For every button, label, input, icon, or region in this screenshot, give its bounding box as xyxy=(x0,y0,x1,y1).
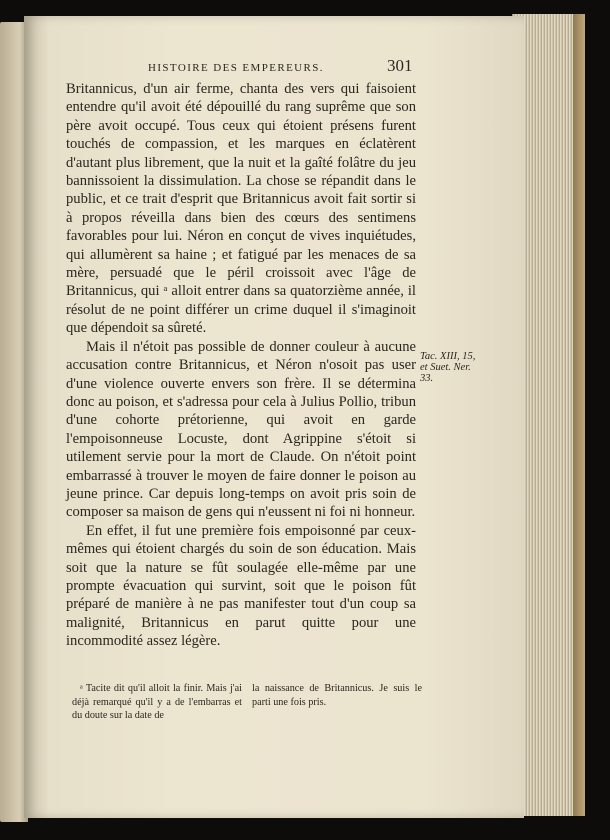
footnote-block xyxy=(72,682,422,723)
running-title: HISTOIRE DES EMPEREURS. xyxy=(148,62,324,74)
page-number: 301 xyxy=(387,56,413,75)
margin-citation: Tac. XIII, 15, et Suet. Ner. 33. xyxy=(420,351,476,384)
paragraph-1: Britannicus, d'un air ferme, chanta des vers qui faisoient entendre qu'il avoit été dépouillé du rang suprême que son père avoit occupé. Tous ceux qui étoient présens furent touchés de compassion, et les marques en éclatèrent d'autant plus librement, que la nuit et la gaîté folâtre du jeu bannissoient la dissimulation. La chose se répandit dans le public, et ce trait d'esprit que Britannicus avoit fait sortir si à propos réveilla dans bien des cœurs des sentimens favorables pour lui. Néron en conçut de vives inquiétudes, qui allumèrent sa haine ; et fatigué par les menaces de sa mère, persuadé que le péril croissoit avec l'âge de Britannicus, qui ᵃ alloit entrer dans sa quatorzième année, il résolut de ne point différer un crime duquel il s'imaginoit que dépendoit sa sûreté. xyxy=(66,81,416,337)
main-text xyxy=(66,80,416,651)
footnote-left-column: ᵃ Tacite dit qu'il alloit la finir. Mais j'ai déjà remarqué qu'il y a de l'embarras et du doute sur la date de xyxy=(72,683,242,721)
paragraph-3: En effet, il fut une première fois empoisonné par ceux-mêmes qui étoient chargés du soin de son éducation. Mais soit que la nature se fût soulagée elle-même par une prompte évacuation qui survint, soit que le poison fût préparé de manière à ne pas manifester tout d'un coup sa malignité, Britannicus en parut quitte pour une incommodité assez légère. xyxy=(66,522,416,650)
paragraph-2: Mais il n'étoit pas possible de donner couleur à aucune accusation contre Britannicus, et Néron n'osoit pas user d'une violence ouverte envers son frère. Il se détermina donc au poison, et s'adressa pour cela à Julius Pollio, tribun d'une cohorte prétorienne, qui avoit en garde l'empoisonneuse Locuste, dont Agrippine s'étoit si utilement servie pour la mort de Claude. On n'étoit point embarrassé à trouver le moyen de faire donner le poison au jeune prince. Car depuis long-temps on avoit pris soin de composer sa maison de gens qui n'eussent ni foi ni honneur. xyxy=(66,338,416,521)
footnote-right-column: la naissance de Britannicus. Je suis le parti une fois pris. xyxy=(252,683,422,708)
